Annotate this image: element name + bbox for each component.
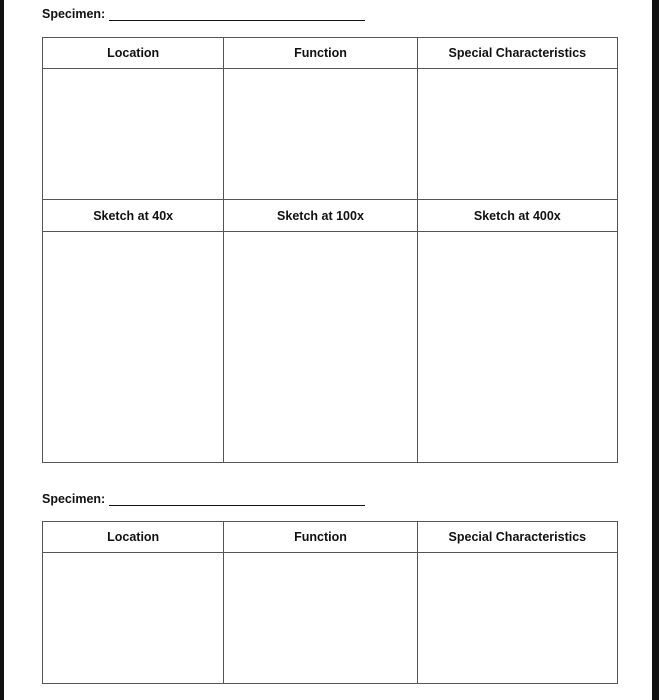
- table-row: [43, 69, 618, 200]
- specimen-name-blank[interactable]: [109, 11, 365, 21]
- specimen-line-2: [42, 492, 365, 506]
- specimen-label: Specimen:: [42, 492, 106, 506]
- page-edge-right: [652, 0, 659, 700]
- sketch-400x-cell[interactable]: [417, 232, 617, 463]
- specimen-table-2: [42, 521, 618, 684]
- sketch-100x-cell[interactable]: [224, 232, 417, 463]
- sketch-40x-cell[interactable]: [43, 232, 224, 463]
- specimen-name-blank[interactable]: [109, 496, 365, 506]
- table-row: [43, 553, 618, 684]
- header-sketch-100x: Sketch at 100x: [224, 200, 417, 232]
- function-cell[interactable]: [224, 69, 417, 200]
- specimen-line-1: [42, 7, 365, 21]
- header-location: Location: [43, 522, 224, 553]
- table-header-row: [43, 522, 618, 553]
- table-header-row: [43, 38, 618, 69]
- specimen-table-1: [42, 37, 618, 463]
- header-location: Location: [43, 38, 224, 69]
- location-cell[interactable]: [43, 553, 224, 684]
- page-edge-left: [0, 0, 4, 700]
- header-function: Function: [224, 38, 417, 69]
- location-cell[interactable]: [43, 69, 224, 200]
- special-characteristics-cell[interactable]: [417, 553, 617, 684]
- header-special-characteristics: Special Characteristics: [417, 522, 617, 553]
- header-sketch-400x: Sketch at 400x: [417, 200, 617, 232]
- function-cell[interactable]: [224, 553, 417, 684]
- header-function: Function: [224, 522, 417, 553]
- table-header-row: [43, 200, 618, 232]
- special-characteristics-cell[interactable]: [417, 69, 617, 200]
- header-sketch-40x: Sketch at 40x: [43, 200, 224, 232]
- table-row: [43, 232, 618, 463]
- specimen-label: Specimen:: [42, 7, 106, 21]
- header-special-characteristics: Special Characteristics: [417, 38, 617, 69]
